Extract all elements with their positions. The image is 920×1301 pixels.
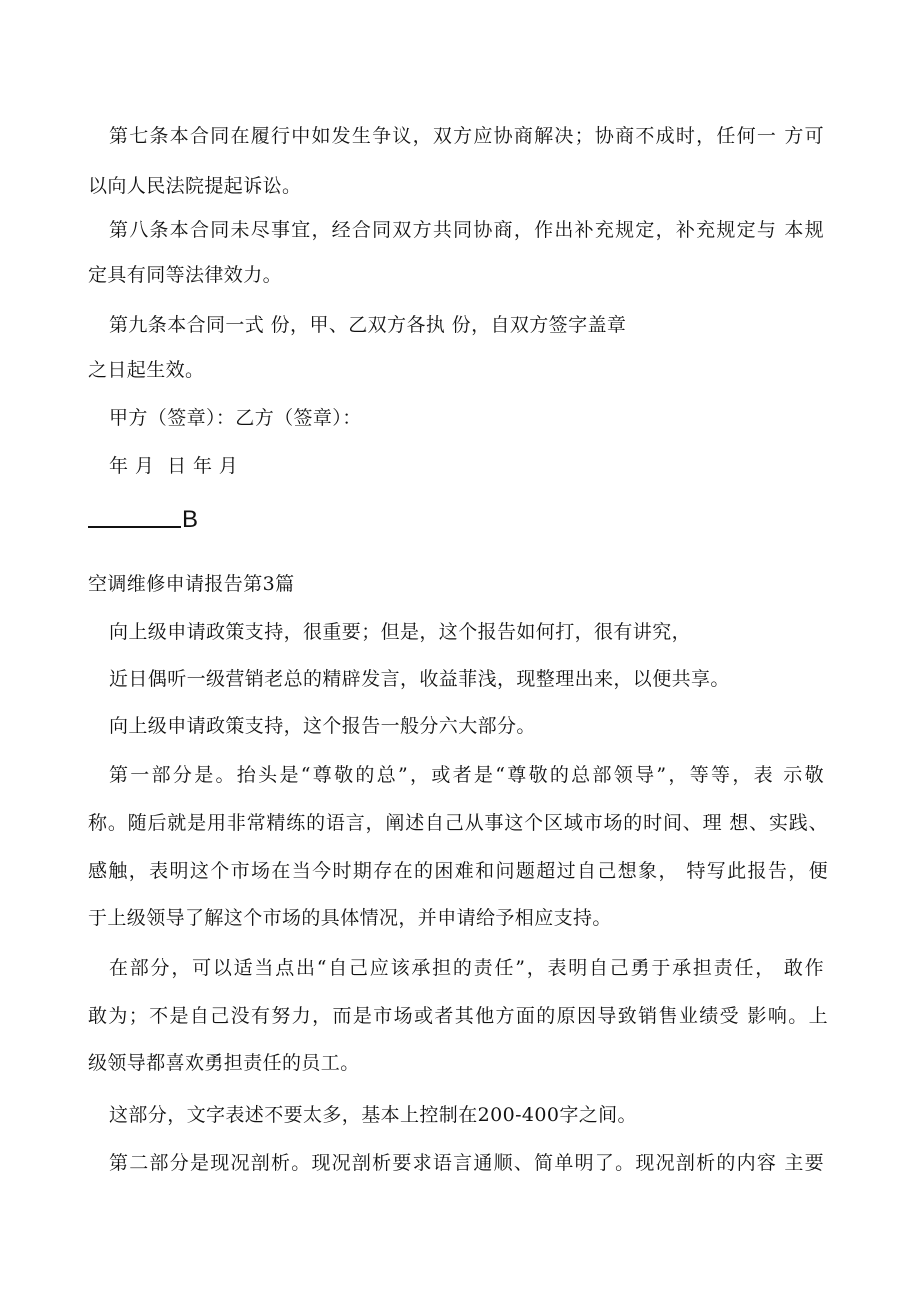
paragraph-line-15: 敢为；不是自己没有努力，而是市场或者其他方面的原因导致销售业绩受 影响。上 [88,1005,828,1027]
paragraph-line-3: 第八条本合同未尽事宜，经合同双方共同协商，作出补充规定，补充规定与 本规 [109,219,824,241]
signature-underline [88,526,181,528]
paragraph-line-16: 级领导都喜欢勇担责任的员工。 [88,1052,360,1074]
paragraph-line-18: 第二部分是现况剖析。现况剖析要求语言通顺、简单明了。现况剖析的内容 主要 [109,1152,824,1174]
section-title: 空调维修申请报告第3篇 [88,573,295,595]
paragraph-line-13: 于上级领导了解这个市场的具体情况，并申请给予相应支持。 [88,907,612,929]
signature-parties: 甲方（签章）：乙方（签章）： [109,407,362,429]
signature-letter: B [182,506,199,533]
paragraph-line-17: 这部分，文字表述不要太多，基本上控制在200-400字之间。 [109,1104,637,1126]
paragraph-line-2: 以向人民法院提起诉讼。 [88,175,302,197]
paragraph-line-11: 称。随后就是用非常精练的语言，阐述自己从事这个区域市场的时间、理 想、实践、 [88,812,828,834]
paragraph-line-8: 近日偶听一级营销老总的精辟发言，收益菲浅，现整理出来，以便共享。 [109,668,730,690]
paragraph-line-4: 定具有同等法律效力。 [88,264,283,286]
paragraph-line-10: 第一部分是。抬头是“尊敬的总”，或者是“尊敬的总部领导”，等等，表 示敬 [109,764,824,786]
paragraph-line-9: 向上级申请政策支持，这个报告一般分六大部分。 [109,715,536,737]
paragraph-line-7: 向上级申请政策支持，很重要；但是，这个报告如何打，很有讲究， [109,621,692,643]
signature-mark [88,506,198,534]
paragraph-line-1: 第七条本合同在履行中如发生争议，双方应协商解决；协商不成时，任何一 方可 [109,125,824,147]
paragraph-line-14: 在部分，可以适当点出“自己应该承担的责任”，表明自己勇于承担责任， 敢作 [109,957,824,979]
paragraph-line-5: 第九条本合同一式 份，甲、乙双方各执 份，自双方签字盖章 [109,314,627,336]
paragraph-line-12: 感触，表明这个市场在当今时期存在的困难和问题超过自己想象， 特写此报告，便 [88,860,828,882]
paragraph-line-6: 之日起生效。 [88,359,205,381]
signature-date: 年 月 日 年 月 [109,455,239,477]
